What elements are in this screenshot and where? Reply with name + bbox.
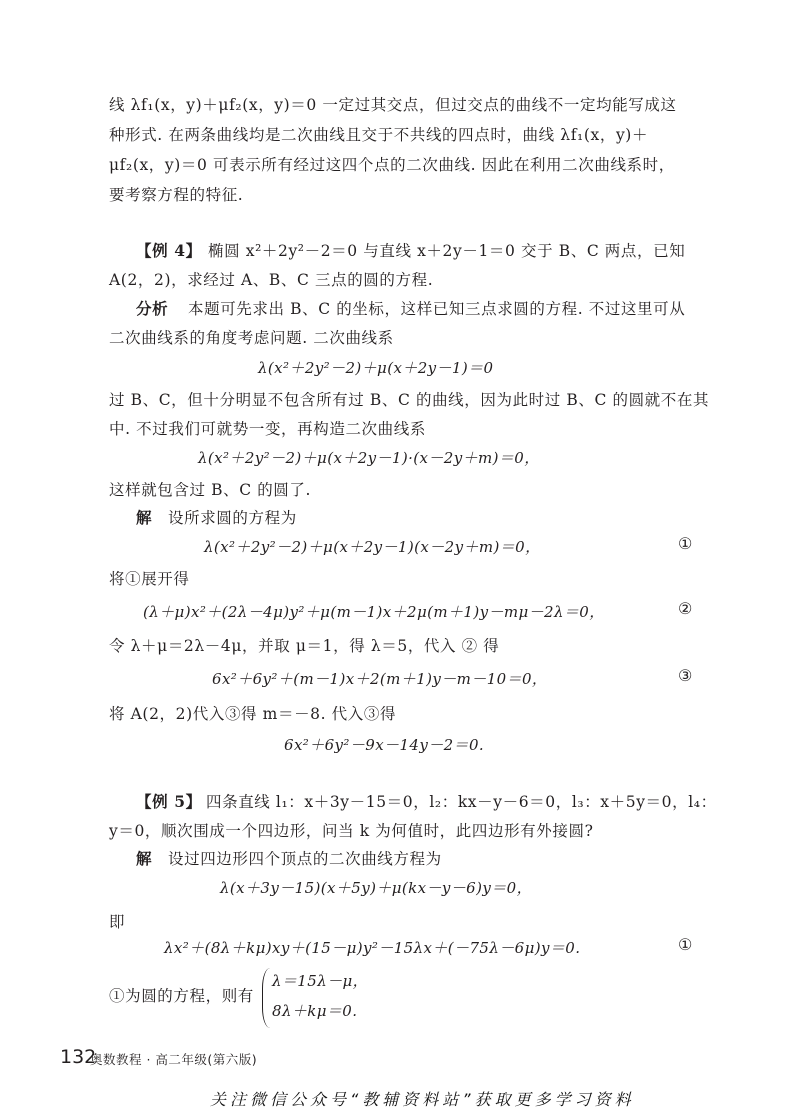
example-5-label: 【例 5】	[136, 792, 202, 811]
equation-tag-1: ①	[678, 534, 693, 553]
book-title: 奥数教程 · 高二年级(第六版)	[90, 1052, 258, 1067]
equation-ex5-1: λ(x＋3y－15)(x＋5y)＋μ(kx－y－6)y＝0，	[220, 879, 532, 897]
ex4-text-4: 将①展开得	[109, 570, 190, 588]
ex5-text-1: 即	[109, 913, 126, 931]
ex4-text-5: 令 λ＋μ＝2λ－4μ，并取 μ＝1，得 λ＝5，代入 ② 得	[109, 637, 500, 655]
equation-ex4-4: (λ＋μ)x²＋(2λ－4μ)y²＋μ(m－1)x＋2μ(m＋1)y－mμ－2λ＝0，	[143, 603, 605, 621]
intro-line-1: 线 λf₁(x，y)＋μf₂(x，y)＝0 一定过其交点，但过交点的曲线不一定均能写成这	[109, 96, 677, 114]
equation-ex4-1: λ(x²＋2y²－2)＋μ(x＋2y－1)＝0	[258, 359, 494, 377]
equation-ex5-2: λx²＋(8λ＋kμ)xy＋(15－μ)y²－15λx＋(－75λ－6μ)y＝0.	[164, 939, 581, 957]
equation-ex4-5: 6x²＋6y²＋(m－1)x＋2(m＋1)y－m－10＝0，	[212, 670, 548, 688]
page-number: 132	[60, 1046, 97, 1068]
intro-line-2: 种形式. 在两条曲线均是二次曲线且交于不共线的四点时，曲线 λf₁(x，y)＋	[109, 126, 649, 144]
solution-label-ex4: 解	[136, 508, 153, 527]
equation-tag-2: ②	[678, 599, 693, 618]
ex4-solution-text: 设所求圆的方程为	[168, 509, 297, 527]
intro-line-4: 要考察方程的特征.	[109, 186, 244, 204]
ex4-text-2: 中. 不过我们可就势一变，再构造二次曲线系	[109, 420, 426, 438]
analysis-line-1: 本题可先求出 B、C 的坐标，这样已知三点求圆的方程. 不过这里可从	[188, 300, 686, 318]
example-5-line-2: y＝0，顺次围成一个四边形，问当 k 为何值时，此四边形有外接圆?	[109, 822, 594, 840]
analysis-label: 分析	[136, 299, 169, 318]
equation-ex4-6: 6x²＋6y²－9x－14y－2＝0.	[284, 736, 485, 754]
equation-ex4-3: λ(x²＋2y²－2)＋μ(x＋2y－1)(x－2y＋m)＝0，	[204, 538, 541, 556]
equation-tag-3: ③	[678, 666, 693, 685]
ex4-text-3: 这样就包含过 B、C 的圆了.	[109, 481, 312, 499]
system-equation-2: 8λ＋kμ＝0.	[272, 1002, 358, 1020]
equation-tag-ex5-1: ①	[678, 935, 693, 954]
intro-line-3: μf₂(x，y)＝0 可表示所有经过这四个点的二次曲线. 因此在利用二次曲线系时，	[109, 156, 675, 174]
ex4-text-6: 将 A(2，2)代入③得 m＝－8. 代入③得	[109, 705, 397, 723]
equation-ex4-2: λ(x²＋2y²－2)＋μ(x＋2y－1)·(x－2y＋m)＝0，	[198, 449, 540, 467]
ex5-solution-text: 设过四边形四个顶点的二次曲线方程为	[168, 850, 442, 868]
system-brace	[262, 968, 271, 1028]
example-4-line-1: 椭圆 x²＋2y²－2＝0 与直线 x＋2y－1＝0 交于 B、C 两点，已知	[208, 242, 686, 260]
example-5-line-1: 四条直线 l₁：x＋3y－15＝0，l₂：kx－y－6＝0，l₃：x＋5y＝0，l₄：	[206, 793, 717, 811]
ex5-text-2: ①为圆的方程，则有	[109, 987, 254, 1005]
example-4-label: 【例 4】	[136, 241, 202, 260]
example-4-line-2: A(2，2)，求经过 A、B、C 三点的圆的方程.	[109, 271, 434, 289]
watermark-text: 关注微信公众号“教辅资料站”获取更多学习资料	[210, 1090, 635, 1109]
system-equation-1: λ＝15λ－μ，	[272, 972, 369, 990]
analysis-line-2: 二次曲线系的角度考虑问题. 二次曲线系	[109, 329, 394, 347]
solution-label-ex5: 解	[136, 849, 153, 868]
ex4-text-1: 过 B、C，但十分明显不包含所有过 B、C 的曲线，因为此时过 B、C 的圆就不在其	[109, 391, 710, 409]
